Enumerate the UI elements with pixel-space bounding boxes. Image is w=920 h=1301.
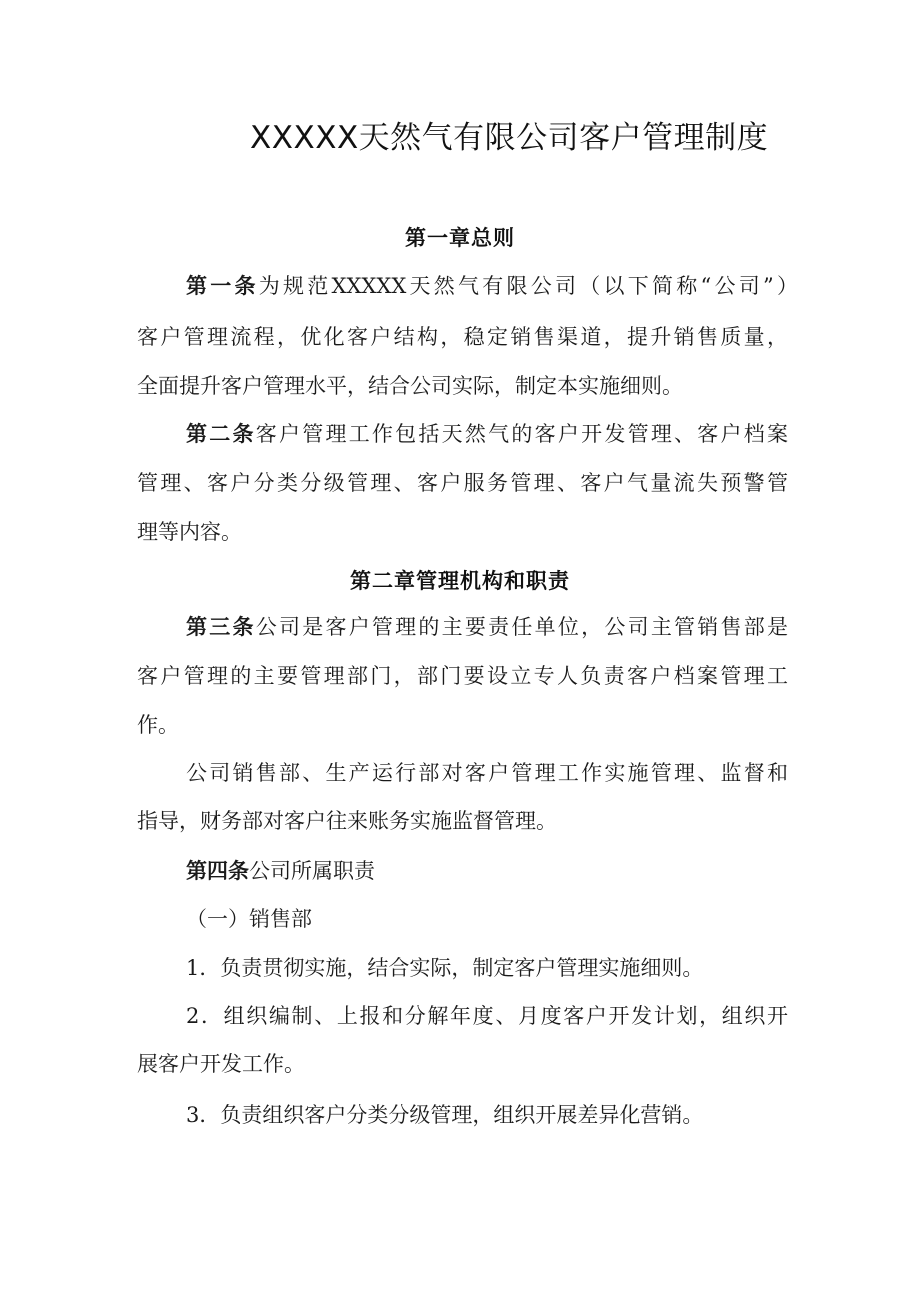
article-3-line-1 bbox=[186, 611, 788, 641]
item-2-line-2: 展客户开发工作。 bbox=[137, 1052, 305, 1076]
chapter-2-heading: 第二章管理机构和职责 bbox=[350, 569, 570, 593]
article-3-text-1: 公司是客户管理的主要责任单位，公司主管销售部是 bbox=[255, 615, 789, 639]
article-2-line-2: 管理、客户分类分级管理、客户服务管理、客户气量流失预警管 bbox=[137, 471, 788, 495]
chapter-1-heading: 第一章总则 bbox=[405, 226, 515, 250]
article-2-line-3: 理等内容。 bbox=[137, 520, 242, 544]
subsection-sales: （一）销售部 bbox=[186, 907, 312, 931]
article-1-line-3: 全面提升客户管理水平，结合公司实际，制定本实施细则。 bbox=[137, 374, 683, 398]
item-3: 3．负责组织客户分类分级管理，组织开展差异化营销。 bbox=[186, 1103, 704, 1127]
article-1-label: 第一条 bbox=[186, 274, 259, 298]
article-4-line bbox=[186, 855, 375, 885]
article-3-label: 第三条 bbox=[186, 615, 256, 639]
document-title: XXXXX天然气有限公司客户管理制度 bbox=[250, 120, 769, 156]
article-2-text-1: 客户管理工作包括天然气的客户开发管理、客户档案 bbox=[255, 422, 789, 446]
item-1: 1．负责贯彻实施，结合实际，制定客户管理实施细则。 bbox=[186, 956, 704, 980]
article-1-line-2: 客户管理流程，优化客户结构，稳定销售渠道，提升销售质量， bbox=[137, 325, 788, 349]
article-3-line-3: 作。 bbox=[137, 713, 179, 737]
article-4-label: 第四条 bbox=[186, 859, 249, 883]
paragraph-line-1: 公司销售部、生产运行部对客户管理工作实施管理、监督和 bbox=[186, 761, 788, 785]
item-2-line-1: 2．组织编制、上报和分解年度、月度客户开发计划，组织开 bbox=[186, 1004, 788, 1028]
paragraph-line-2: 指导，财务部对客户往来账务实施监督管理。 bbox=[137, 809, 557, 833]
article-3-line-2: 客户管理的主要管理部门，部门要设立专人负责客户档案管理工 bbox=[137, 664, 788, 688]
article-1-line-1 bbox=[186, 270, 798, 300]
article-2-label: 第二条 bbox=[186, 422, 256, 446]
article-4-text: 公司所属职责 bbox=[249, 859, 375, 883]
article-2-line-1 bbox=[186, 418, 788, 448]
article-1-text-1: 为规范XXXXX天然气有限公司（以下简称“公司”） bbox=[258, 274, 799, 298]
